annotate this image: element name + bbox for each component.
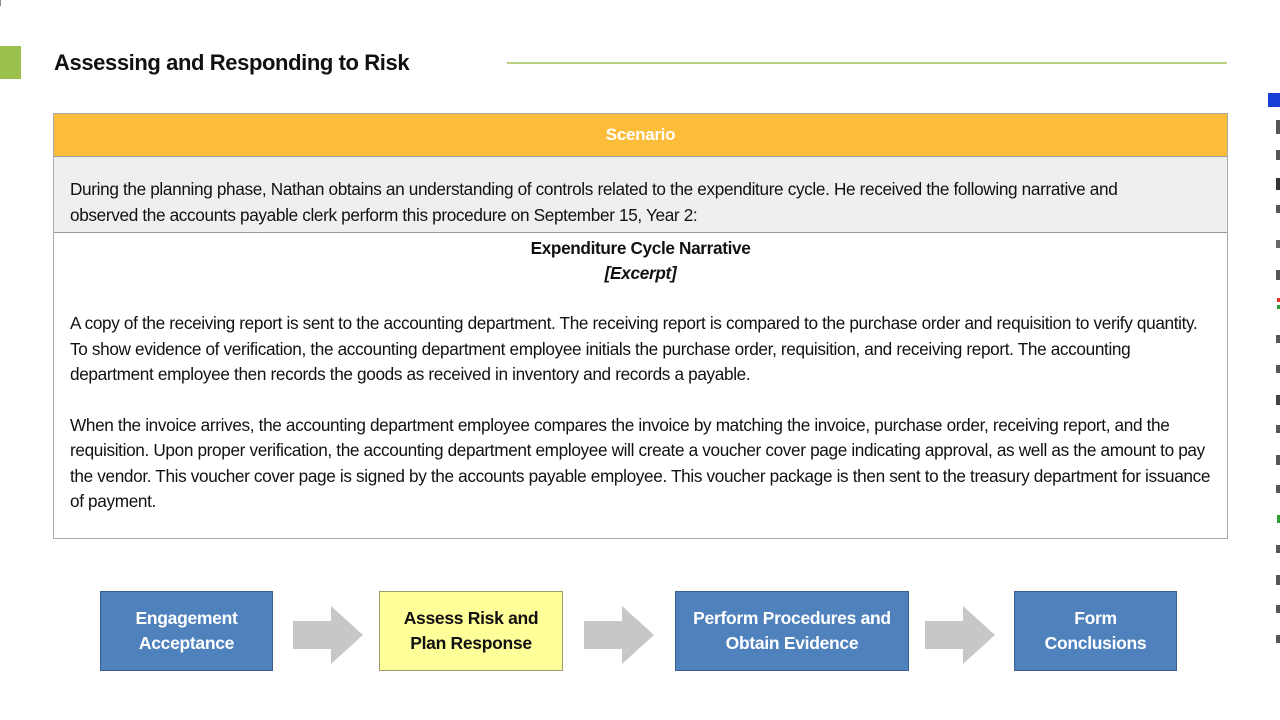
narrative-title: Expenditure Cycle Narrative: [530, 238, 751, 258]
step-assess-risk: [379, 591, 563, 671]
step-3-line-1: Perform Procedures and: [693, 608, 891, 628]
step-engagement-acceptance: [100, 591, 273, 671]
scenario-panel: [53, 113, 1228, 539]
narrative-subtitle: [Excerpt]: [604, 263, 677, 283]
step-2-line-1: Assess Risk and: [403, 608, 539, 628]
step-3-line-2: Obtain Evidence: [725, 633, 859, 653]
scenario-intro-line-1: During the planning phase, Nathan obtains an understanding of controls related to the expenditure cycle. He received the following narrative and: [70, 179, 1118, 199]
step-form-conclusions: [1014, 591, 1177, 671]
step-perform-procedures: [675, 591, 909, 671]
narrative-paragraph-1: A copy of the receiving report is sent to the accounting department. The receiving report is compared to the purchase order and requisition to verify quantity. To show evidence of verification, the accounting department employee initials the purchase order, requisition, and receiving report. The accounting department employee then records the goods as received in inventory and records a payable.: [70, 313, 1198, 384]
step-2-line-2: Plan Response: [410, 633, 532, 653]
arrow-right-icon: [293, 606, 363, 664]
narrative-paragraph-2: When the invoice arrives, the accounting department employee compares the invoice by matching the invoice, purchase order, receiving report, and the requisition. Upon proper verification, the accounting department employee will create a voucher cover page indicating approval, as well as the amount to pay the vendor. This voucher cover page is signed by the accounts payable employee. This voucher package is then sent to the treasury department for issuance of payment.: [70, 414, 1211, 511]
arrow-right-icon: [925, 606, 995, 664]
scenario-intro: [54, 157, 1227, 233]
scenario-header: Scenario: [54, 114, 1227, 157]
scenario-intro-line-2: observed the accounts payable clerk perform this procedure on September 15, Year 2:: [70, 204, 698, 225]
title-divider: [507, 62, 1227, 64]
slide-title: Assessing and Responding to Risk: [54, 50, 410, 75]
step-4-line-2: Conclusions: [1044, 633, 1147, 653]
slide-accent-bar: [0, 46, 21, 79]
annotation-toolbar-edge: [1268, 0, 1280, 720]
arrow-right-icon: [584, 606, 654, 664]
corner-mark: [0, 0, 7, 6]
step-1-line-1: Engagement: [135, 608, 238, 628]
step-4-line-1: Form: [1074, 608, 1117, 628]
step-1-line-2: Acceptance: [138, 633, 235, 653]
